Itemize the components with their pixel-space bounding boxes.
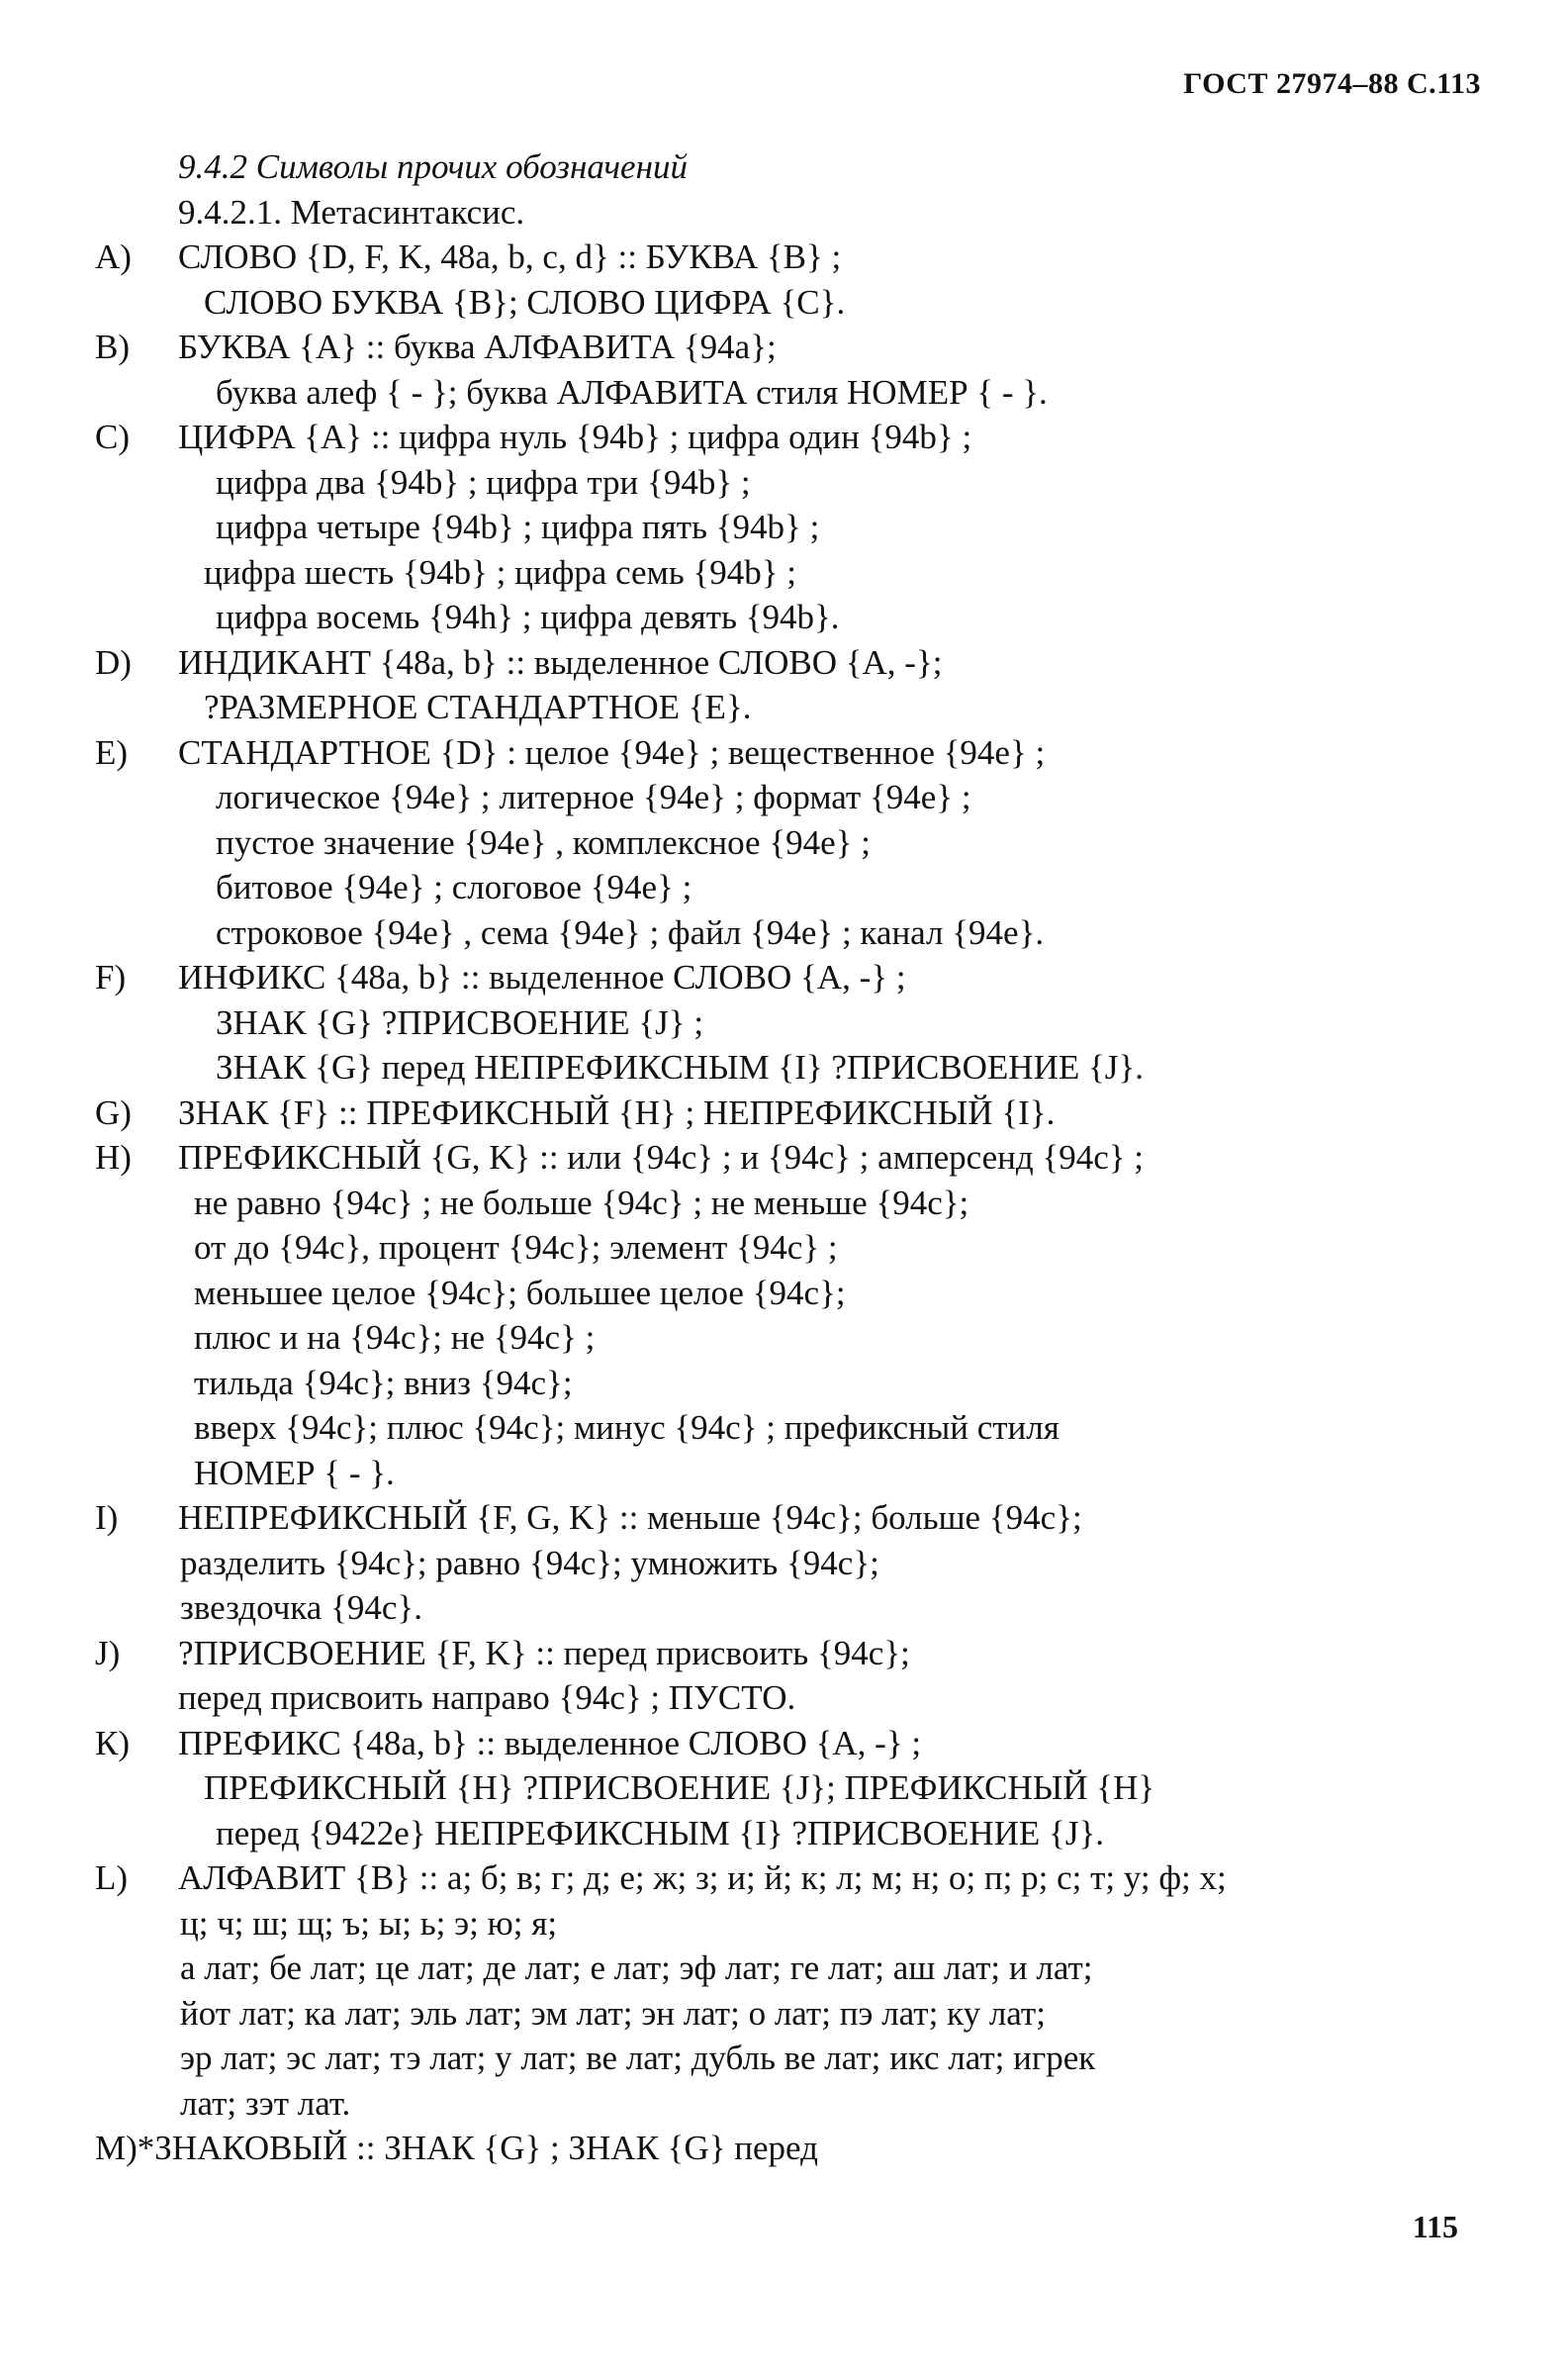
rule-line: ЗНАК {G} ?ПРИСВОЕНИЕ {J} ; — [216, 1002, 704, 1042]
rule-line: цифра два {94b} ; цифра три {94b} ; — [216, 462, 751, 502]
rule-line: цифра восемь {94h} ; цифра девять {94b}. — [216, 598, 840, 636]
rule-line: йот лат; ка лат; эль лат; эм лат; эн лат; о лат; пэ лат; ку лат; — [180, 1993, 1046, 2033]
rule-label: D) — [95, 642, 132, 682]
rule-line: битовое {94e} ; слоговое {94e} ; — [216, 868, 692, 906]
section-heading: 9.4.2 Символы прочих обозначений — [178, 147, 688, 186]
page-header: ГОСТ 27974–88 С.113 — [1183, 67, 1481, 100]
rule-label: А) — [95, 237, 132, 276]
rule-a: А) СЛОВО {D, F, K, 48a, b, c, d} :: БУКВА {B} ; — [95, 235, 1480, 280]
rule-line: ?РАЗМЕРНОЕ СТАНДАРТНОЕ {E}. — [204, 688, 752, 726]
rule-i: I) НЕПРЕФИКСНЫЙ {F, G, K} :: меньше {94c}; больше {94c}; — [95, 1495, 1480, 1541]
rule-line: а лат; бе лат; це лат; де лат; е лат; эф лат; ге лат; аш лат; и лат; — [180, 1948, 1093, 1987]
rule-line: не равно {94c} ; не больше {94c} ; не меньше {94c}; — [194, 1183, 969, 1222]
rule-line: ЗНАК {G} перед НЕПРЕФИКСНЫМ {I} ?ПРИСВОЕНИЕ {J}. — [216, 1048, 1144, 1087]
rule-line: ц; ч; ш; щ; ъ; ы; ь; э; ю; я; — [180, 1903, 558, 1943]
rule-label: С) — [95, 418, 130, 456]
rule-g: G) ЗНАК {F} :: ПРЕФИКСНЫЙ {H} ; НЕПРЕФИКСНЫЙ {I}. — [95, 1091, 1480, 1136]
rule-label: H) — [95, 1138, 132, 1177]
rule-line: пустое значение {94e} , комплексное {94e} ; — [216, 822, 871, 862]
rule-label: E) — [95, 732, 129, 772]
rule-line: тильда {94c}; вниз {94c}; — [194, 1363, 573, 1402]
rule-line: эр лат; эс лат; тэ лат; у лат; ве лат; дубль ве лат; икс лат; игрек — [180, 2039, 1096, 2077]
page-number: 115 — [1412, 2209, 1458, 2244]
rule-l: L) АЛФАВИТ {B} :: а; б; в; г; д; е; ж; з; и; й; к; л; м; н; о; п; р; с; т; у; ф; х; — [95, 1855, 1480, 1901]
document-body — [95, 144, 1480, 2171]
rule-line: вверх {94c}; плюс {94c}; минус {94c} ; префиксный стиля — [194, 1408, 1060, 1447]
rule-d: D) ИНДИКАНТ {48a, b} :: выделенное СЛОВО {A, -}; — [95, 640, 1480, 686]
rule-line: цифра четыре {94b} ; цифра пять {94b} ; — [216, 508, 820, 546]
rule-b: В) БУКВА {A} :: буква АЛФАВИТА {94a}; — [95, 325, 1480, 370]
rule-label: F) — [95, 958, 127, 997]
rule-line: перед присвоить направо {94c} ; ПУСТО. — [178, 1678, 796, 1717]
rule-k: К) ПРЕФИКС {48a, b} :: выделенное СЛОВО {A, -} ; — [95, 1721, 1480, 1766]
rule-line: лат; зэт лат. — [180, 2083, 351, 2123]
rule-label: I) — [95, 1498, 119, 1537]
rule-line: от до {94c}, процент {94c}; элемент {94c} ; — [194, 1228, 838, 1267]
rule-label: К) — [95, 1723, 130, 1762]
rule-line: цифра шесть {94b} ; цифра семь {94b} ; — [204, 552, 796, 592]
rule-line: меньшее целое {94c}; большее целое {94c}; — [194, 1273, 846, 1312]
rule-label: М) — [95, 2129, 138, 2167]
rule-line: перед {9422e} НЕПРЕФИКСНЫМ {I} ?ПРИСВОЕНИЕ {J}. — [216, 1813, 1105, 1852]
rule-label: L) — [95, 1858, 129, 1897]
rule-line: СЛОВО БУКВА {B}; СЛОВО ЦИФРА {C}. — [204, 282, 846, 322]
subsection-heading: 9.4.2.1. Метасинтаксис. — [178, 192, 525, 232]
rule-line: разделить {94c}; равно {94c}; умножить {94c}; — [180, 1543, 879, 1582]
rule-c: С) ЦИФРА {A} :: цифра нуль {94b} ; цифра один {94b} ; — [95, 415, 1480, 460]
rule-label: G) — [95, 1092, 132, 1132]
rule-line: плюс и на {94c}; не {94c} ; — [194, 1318, 596, 1357]
rule-line: НОМЕР { - }. — [194, 1453, 395, 1492]
rule-label: J) — [95, 1633, 121, 1672]
rule-line: ПРЕФИКСНЫЙ {H} ?ПРИСВОЕНИЕ {J}; ПРЕФИКСНЫЙ {H} — [204, 1768, 1155, 1807]
rule-line: логическое {94e} ; литерное {94e} ; формат {94e} ; — [216, 778, 971, 816]
rule-line: строковое {94e} , сема {94e} ; файл {94e} ; канал {94e}. — [216, 912, 1045, 952]
rule-j: J) ?ПРИСВОЕНИЕ {F, K} :: перед присвоить {94c}; — [95, 1631, 1480, 1676]
rule-label: В) — [95, 328, 130, 366]
rule-h: H) ПРЕФИКСНЫЙ {G, K} :: или {94c} ; и {94c} ; амперсенд {94c} ; — [95, 1135, 1480, 1181]
rule-m: М)*ЗНАКОВЫЙ :: ЗНАК {G} ; ЗНАК {G} перед — [95, 2129, 818, 2167]
rule-line: буква алеф { - }; буква АЛФАВИТА стиля НОМЕР { - }. — [216, 372, 1048, 412]
rule-f: F) ИНФИКС {48a, b} :: выделенное СЛОВО {A, -} ; — [95, 955, 1480, 1000]
rule-e: E) СТАНДАРТНОЕ {D} : целое {94e} ; вещественное {94e} ; — [95, 730, 1480, 776]
rule-line: звездочка {94c}. — [180, 1588, 422, 1627]
